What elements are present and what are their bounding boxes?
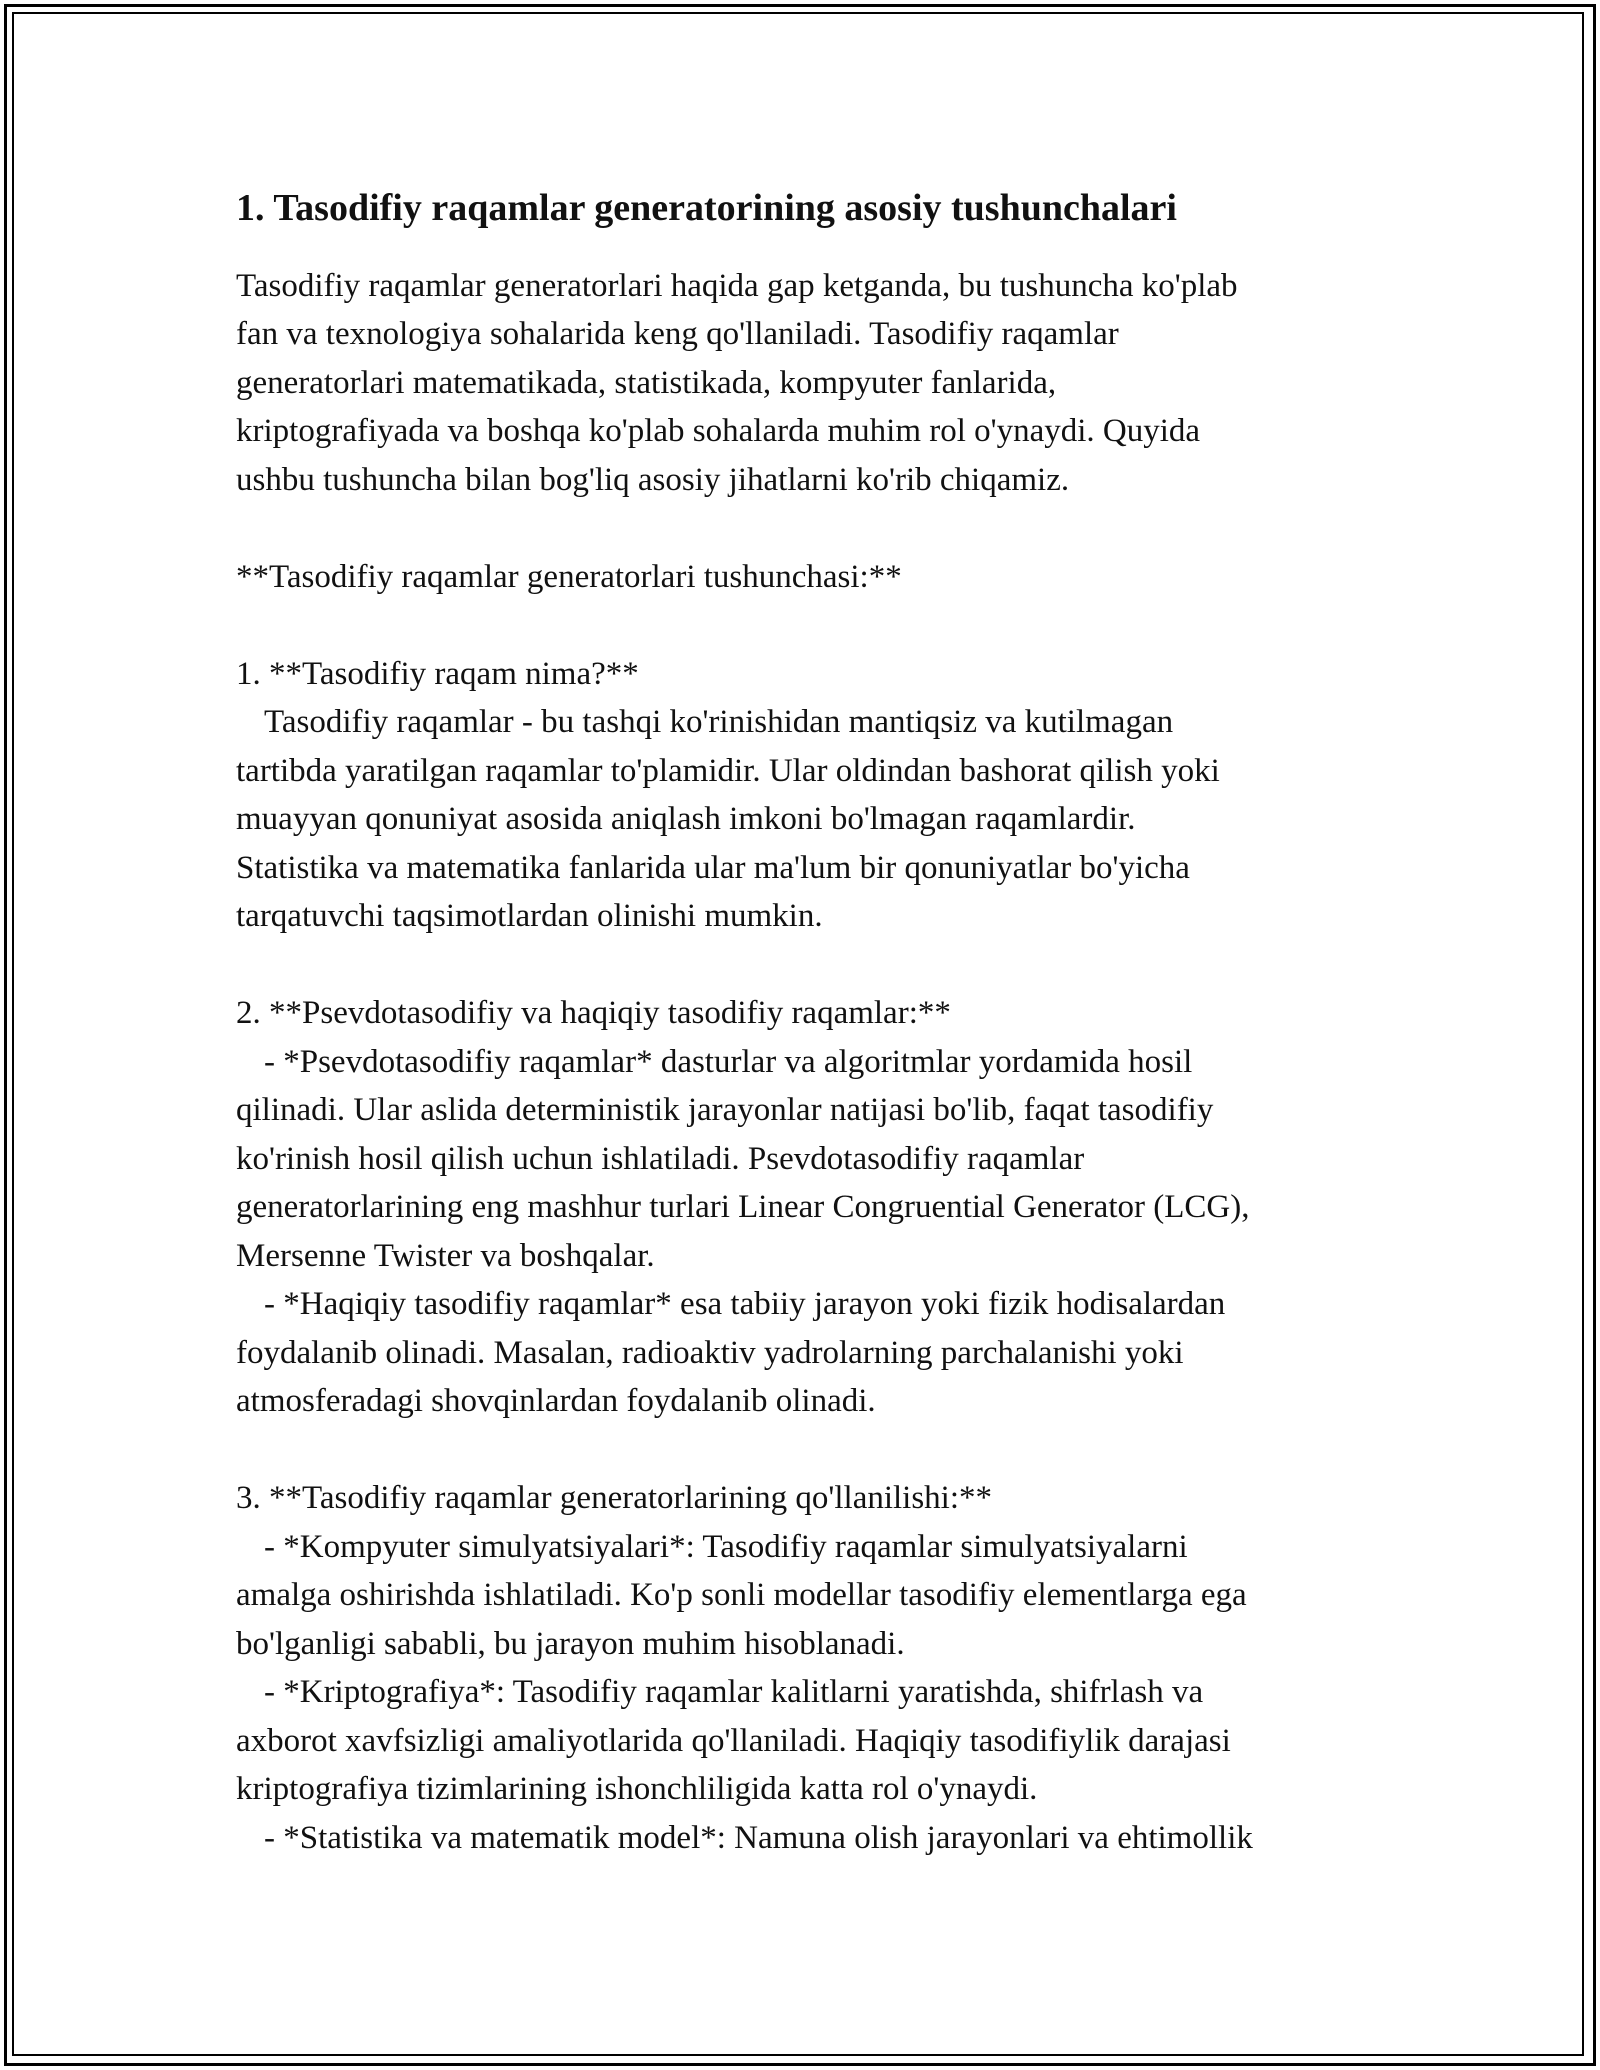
document-page (236, 186, 1386, 1862)
bullet-line: - *Psevdotasodifiy raqamlar* dasturlar va algoritmlar yordamida hosil (264, 1043, 1193, 1080)
text-line: generatorlari matematikada, statistikada, kompyuter fanlarida, (236, 364, 1057, 401)
blank-line (236, 941, 1386, 990)
text-line: tartibda yaratilgan raqamlar to'plamidir. Ular oldindan bashorat qilish yoki (236, 752, 1220, 789)
text-line: ko'rinish hosil qilish uchun ishlatiladi. Psevdotasodifiy raqamlar (236, 1140, 1085, 1177)
text-line: atmosferadagi shovqinlardan foydalanib olinadi. (236, 1383, 876, 1420)
text-line: Mersenne Twister va boshqalar. (236, 1237, 655, 1274)
blank-line (236, 601, 1386, 650)
text-line: kriptografiyada va boshqa ko'plab sohalarda muhim rol o'ynaydi. Quyida (236, 413, 1201, 450)
text-line: axborot xavfsizligi amaliyotlarida qo'llaniladi. Haqiqiy tasodifiylik darajasi (236, 1722, 1231, 1759)
text-line: generatorlarining eng mashhur turlari Linear Congruential Generator (LCG), (236, 1189, 1250, 1226)
subheading-line: **Tasodifiy raqamlar generatorlari tushunchasi:** (236, 558, 902, 595)
bullet-line: - *Kriptografiya*: Tasodifiy raqamlar kalitlarni yaratishda, shifrlash va (264, 1674, 1204, 1711)
list-item-title: 3. **Tasodifiy raqamlar generatorlarining qo'llanilishi:** (236, 1480, 993, 1517)
text-line: foydalanib olinadi. Masalan, radioaktiv yadrolarning parchalanishi yoki (236, 1334, 1184, 1371)
text-line: fan va texnologiya sohalarida keng qo'llaniladi. Tasodifiy raqamlar (236, 316, 1119, 353)
bullet-line: - *Kompyuter simulyatsiyalari*: Tasodifiy raqamlar simulyatsiyalarni (264, 1528, 1188, 1565)
blank-line (236, 1426, 1386, 1475)
bullet-line: - *Haqiqiy tasodifiy raqamlar* esa tabiiy jarayon yoki fizik hodisalardan (264, 1286, 1226, 1323)
list-item-title: 1. **Tasodifiy raqam nima?** (236, 655, 639, 692)
blank-line (236, 504, 1386, 553)
text-line: ushbu tushuncha bilan bog'liq asosiy jihatlarni ko'rib chiqamiz. (236, 461, 1070, 498)
text-line: bo'lganligi sababli, bu jarayon muhim hisoblanadi. (236, 1625, 905, 1662)
text-line: Tasodifiy raqamlar generatorlari haqida gap ketganda, bu tushuncha ko'plab (236, 267, 1238, 304)
text-line: Tasodifiy raqamlar - bu tashqi ko'rinishidan mantiqsiz va kutilmagan (264, 704, 1174, 741)
list-item-title: 2. **Psevdotasodifiy va haqiqiy tasodifiy raqamlar:** (236, 995, 951, 1032)
text-line: Statistika va matematika fanlarida ular ma'lum bir qonuniyatlar bo'yicha (236, 849, 1190, 886)
text-line: amalga oshirishda ishlatiladi. Ko'p sonli modellar tasodifiy elementlarga ega (236, 1577, 1247, 1614)
text-line: qilinadi. Ular aslida deterministik jarayonlar natijasi bo'lib, faqat tasodifiy (236, 1092, 1214, 1129)
section-heading: 1. Tasodifiy raqamlar generatorining asosiy tushunchalari (236, 187, 1177, 229)
text-line: tarqatuvchi taqsimotlardan olinishi mumkin. (236, 898, 823, 935)
text-line: kriptografiya tizimlarining ishonchliligida katta rol o'ynaydi. (236, 1771, 1038, 1808)
text-line: muayyan qonuniyat asosida aniqlash imkoni bo'lmagan raqamlardir. (236, 801, 1136, 838)
bullet-line: - *Statistika va matematik model*: Namuna olish jarayonlari va ehtimollik (264, 1819, 1253, 1856)
